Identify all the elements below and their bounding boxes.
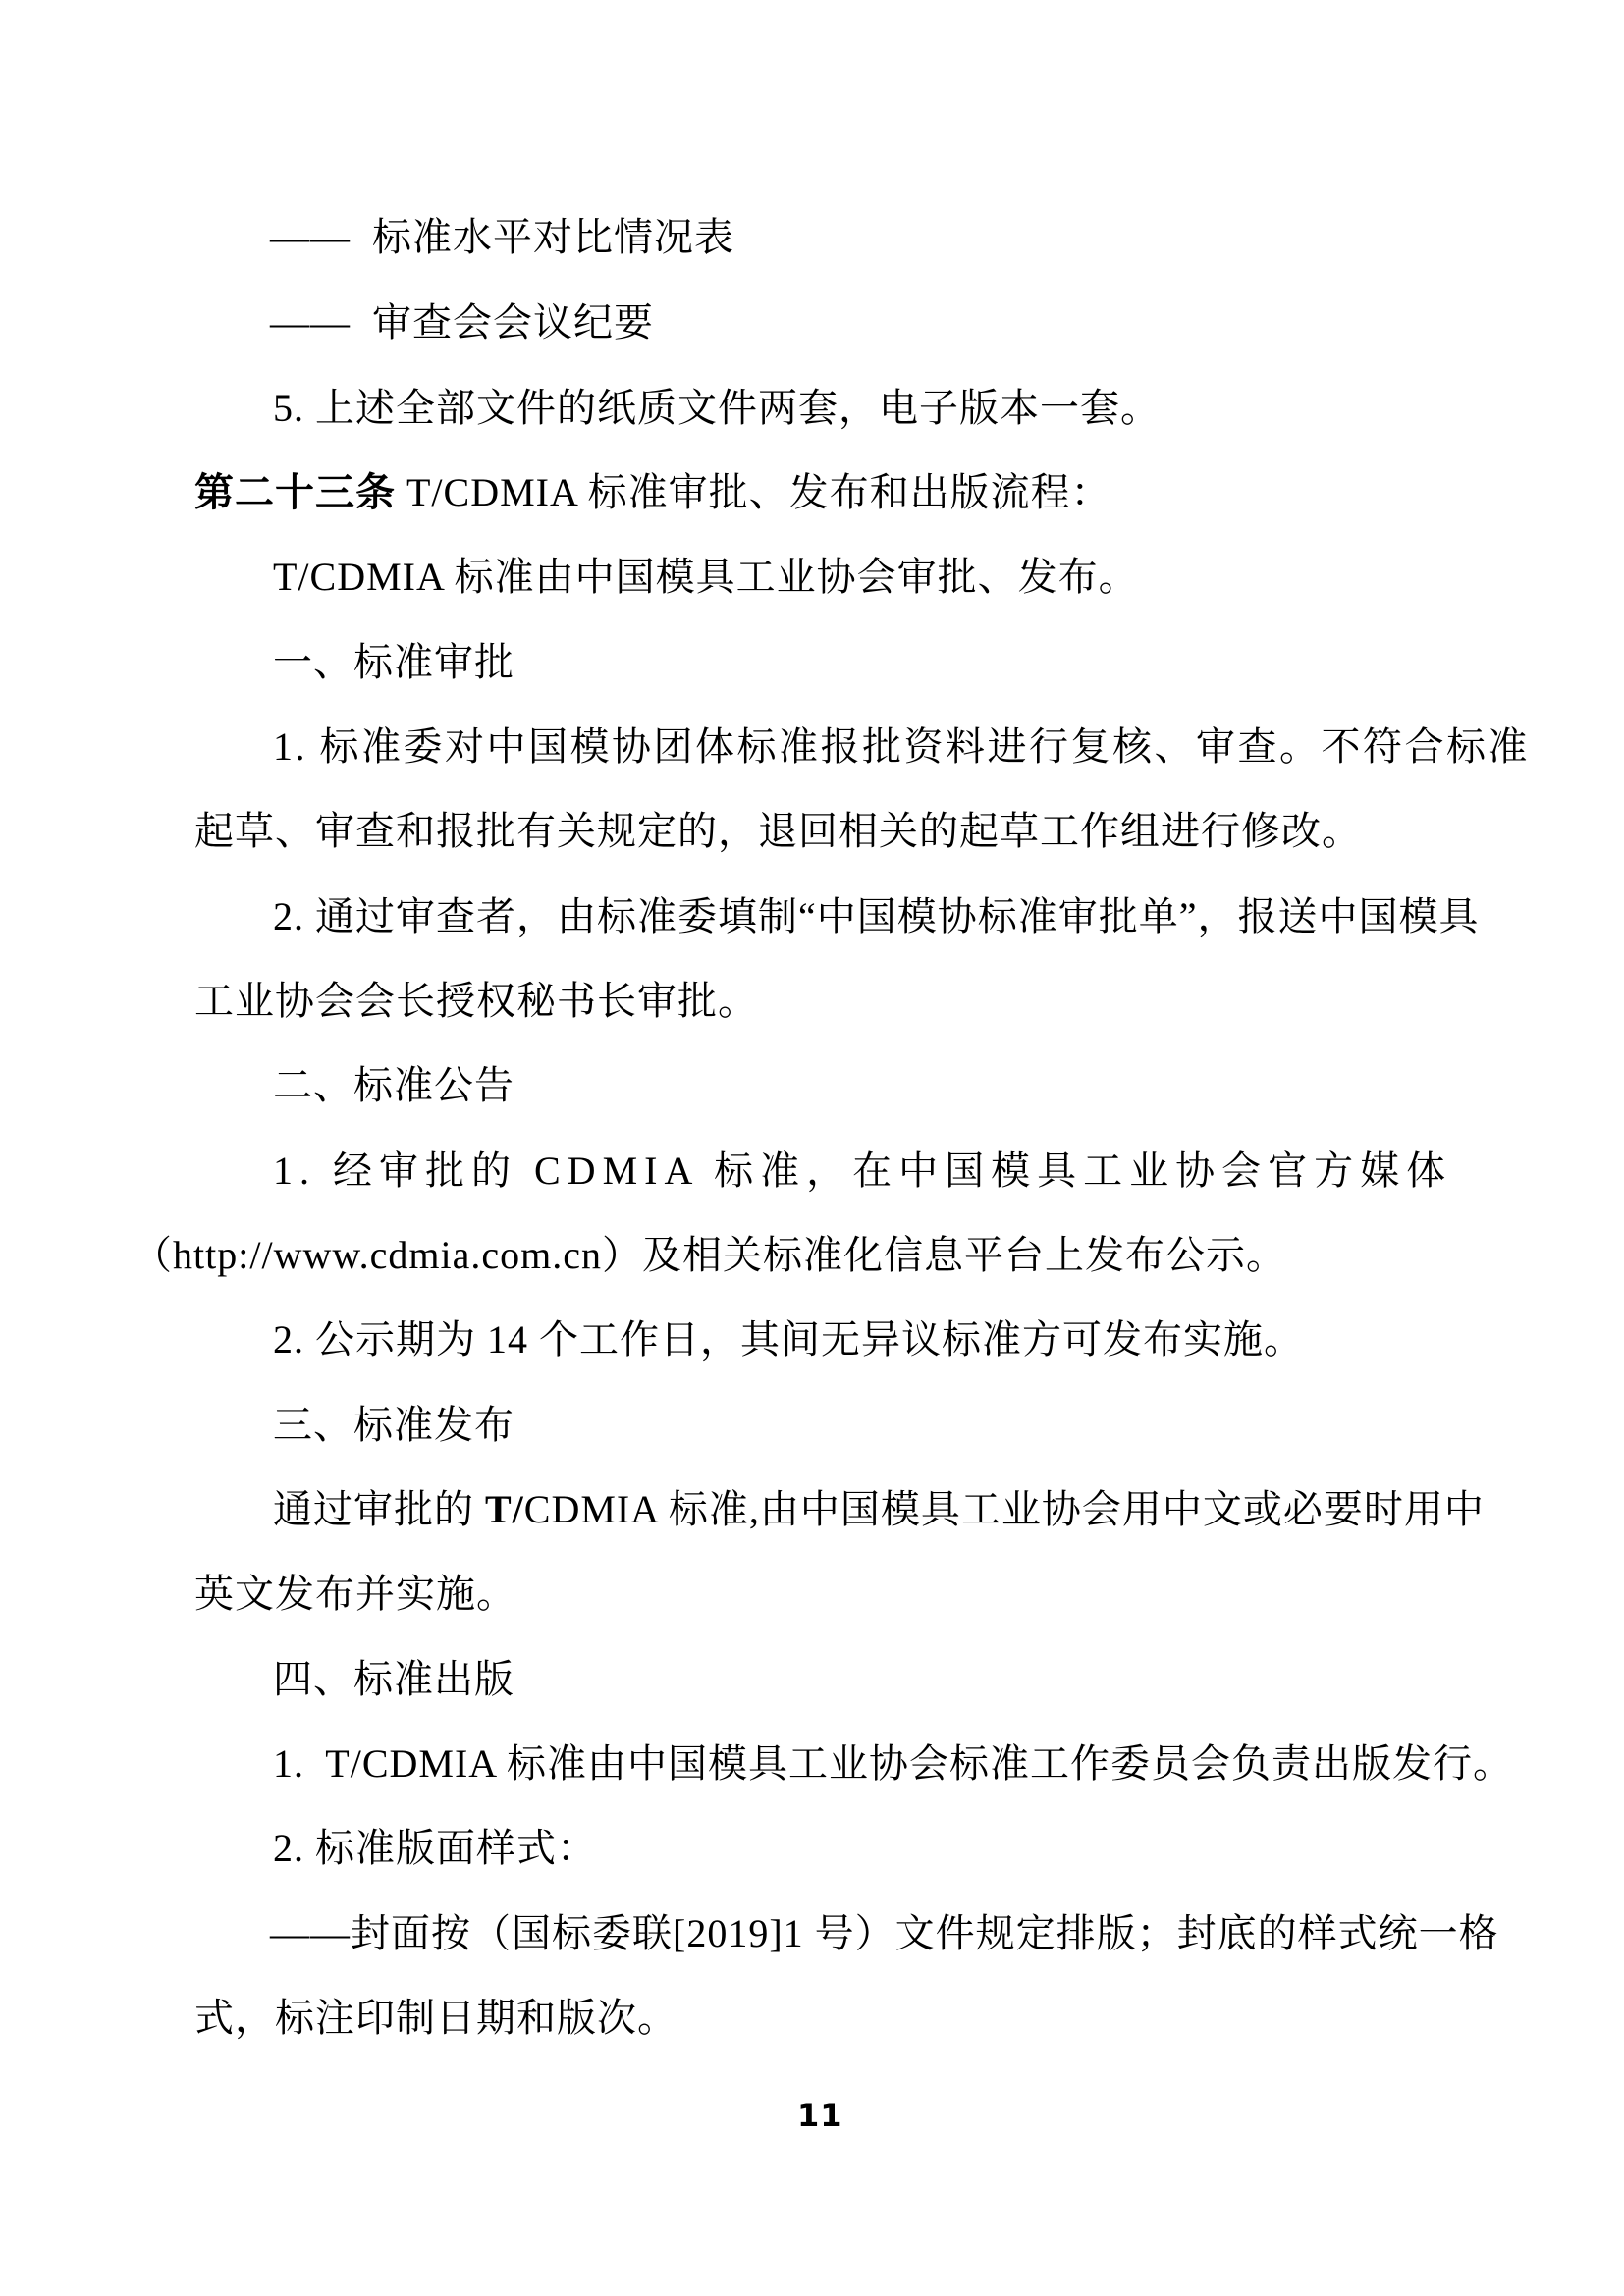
- section-3-body-pre: 通过审批的: [273, 1487, 485, 1531]
- list-dash-comparison-table: —— 标准水平对比情况表: [270, 215, 734, 259]
- section-4-dash-line-2: 式，标注印制日期和版次。: [194, 1996, 677, 2040]
- section-4-item-1: 1. T/CDMIA 标准由中国模具工业协会标准工作委员会负责出版发行。: [273, 1741, 1513, 1786]
- page-number: 11: [797, 2097, 843, 2134]
- list-dash-meeting-minutes: —— 审查会会议纪要: [270, 300, 654, 345]
- section-2-item-1-line-1: 1. 经审批的 CDMIA 标准，在中国模具工业协会官方媒体: [273, 1148, 1453, 1193]
- section-1-item-2-line-2: 工业协会会长授权秘书长审批。: [194, 979, 758, 1023]
- section-3-body-bold-t: T/: [485, 1487, 524, 1531]
- section-4-title: 四、标准出版: [273, 1657, 514, 1701]
- section-4-dash-line-1: ——封面按（国标委联[2019]1 号）文件规定排版；封底的样式统一格: [270, 1911, 1499, 1955]
- section-2-item-2: 2. 公示期为 14 个工作日，其间无异议标准方可发布实施。: [273, 1317, 1304, 1362]
- paragraph-intro: T/CDMIA 标准由中国模具工业协会审批、发布。: [273, 555, 1139, 599]
- section-2-title: 二、标准公告: [273, 1063, 514, 1107]
- section-1-item-1-line-1: 1. 标准委对中国模协团体标准报批资料进行复核、审查。不符合标准: [273, 724, 1530, 769]
- section-4-item-2: 2. 标准版面样式：: [273, 1826, 597, 1870]
- section-2-item-1-line-2-url: （http://www.cdmia.com.cn）及相关标准化信息平台上发布公示。: [133, 1233, 1286, 1277]
- section-3-title: 三、标准发布: [273, 1403, 514, 1447]
- section-3-body-line-2: 英文发布并实施。: [194, 1572, 516, 1616]
- article-23-title: T/CDMIA 标准审批、发布和出版流程：: [396, 470, 1111, 514]
- article-23-heading: [194, 469, 1111, 516]
- section-1-item-1-line-2: 起草、审查和报批有关规定的，退回相关的起草工作组进行修改。: [194, 809, 1362, 853]
- section-1-title: 一、标准审批: [273, 640, 514, 684]
- article-23-number: 第二十三条: [194, 470, 396, 514]
- section-1-item-2-line-1: 2. 通过审查者，由标准委填制“中国模协标准审批单”，报送中国模具: [273, 894, 1480, 938]
- section-3-body-line-1: [273, 1486, 1485, 1533]
- paragraph-item-5: 5. 上述全部文件的纸质文件两套，电子版本一套。: [273, 386, 1161, 430]
- section-3-body-rest: CDMIA 标准,由中国模具工业协会用中文或必要时用中: [523, 1487, 1485, 1531]
